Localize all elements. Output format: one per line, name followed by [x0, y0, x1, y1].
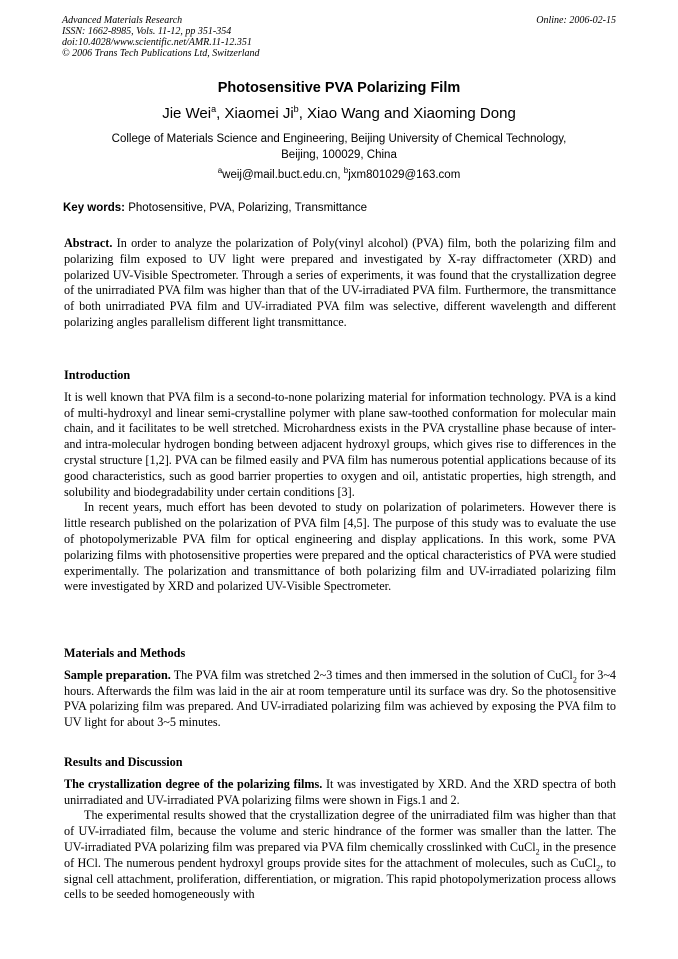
email-sup: b [343, 166, 349, 175]
online-date: Online: 2006-02-15 [536, 15, 616, 26]
subsection-label: Sample preparation. [64, 667, 171, 682]
paper-title: Photosensitive PVA Polarizing Film [217, 80, 461, 96]
author-sup: b [293, 104, 299, 114]
author-emails [0, 166, 678, 181]
author-sup: a [211, 104, 217, 114]
section-heading: Results and Discussion [64, 755, 183, 769]
email-link[interactable]: weij@mail.buct.edu.cn, [222, 168, 341, 181]
paragraph: In recent years, much effort has been devoted to study on polarization of polarimeters. However there is little research published on the polarization of PVA film [4,5]. The purpose of this study was to evaluate the use of photopolymerizable PVA film for optical engineering and display applications. In this work, some PVA polarizing films with photosensitive properties were prepared and the optical characteristics of PVA were studied experimentally. The polarization and transmittance of both polarizing film and UV-irradiated polarizing film were investigated by XRD and polarized UV-Visible Spectrometer. [64, 500, 616, 594]
journal-name: Advanced Materials Research [62, 15, 183, 26]
email-link[interactable]: jxm801029@163.com [348, 168, 461, 181]
author-name: Xiao Wang [307, 105, 380, 122]
text-run: The experimental results showed that the crystallization degree of the unirradiated film was higher than that of UV-irradiated film, because the volume and steric hindrance of the former was smaller than the latter. The UV-irradiated PVA polarizing film was prepared via PVA film chemically crosslinked with CuCl [64, 808, 616, 854]
paragraph [64, 777, 616, 809]
abstract-section [64, 236, 616, 331]
keywords [63, 202, 367, 214]
section-heading: Materials and Methods [64, 646, 186, 660]
text-run: The PVA film was stretched 2~3 times and then immersed in the solution of CuCl [173, 667, 573, 682]
text-run: in the presence of HCl. The numerous pendent hydroxyl groups provide sites for the attachment of molecules, such as CuCl [64, 839, 616, 870]
abstract-label: Abstract. [64, 236, 113, 250]
author-name: Jie Wei [162, 105, 212, 122]
author-name: Xiaoming Dong [413, 105, 516, 122]
keywords-label: Key words: [63, 202, 125, 214]
affiliation [60, 131, 618, 163]
abstract-text: In order to analyze the polarization of Poly(vinyl alcohol) (PVA) film, both the polarizing film and polarizing film exposed to UV light were prepared and investigated by X-ray diffractometer (XRD) and polarized UV-Visible Spectrometer. Through a series of experiments, it was found that the crystallization degree of the unirradiated PVA film was higher than that of the UV-irradiated PVA film. Furthermore, the transmittance of both unirradiated PVA film and UV-irradiated PVA film was selective, different wavelength and different polarizing angles parallelism different light transmittance. [64, 236, 616, 329]
keywords-text: Photosensitive, PVA, Polarizing, Transmittance [128, 202, 368, 214]
affiliation-line: College of Materials Science and Engineering, Beijing University of Chemical Technology, [111, 133, 567, 145]
author-name: Xiaomei Ji [224, 105, 294, 122]
journal-copyright: © 2006 Trans Tech Publications Ltd, Switzerland [62, 48, 260, 59]
text-run: , to signal cell attachment, proliferation, differentiation, or migration. This rapid photopolymerization process allows cells to be seeded homogeneously with [64, 855, 616, 902]
paragraph: It is well known that PVA film is a second-to-none polarizing material for information technology. PVA is a kind of multi-hydroxyl and linear semi-crystalline polymer with plane saw-toothed conformation for molecular main chain, and it facilitates to be well stretched. Microhardness exists in the PVA crystalline phase because of inter- and intra-molecular hydrogen bonding between adjacent hydroxyl groups, which gives rise to differences in the crystal structure [1,2]. PVA can be filmed easily and PVA film has numerous potential applications because of its good characteristics, such as good barrier properties to oxygen and oil, antistatic properties, high strength, and solubility and biodegradability under certain conditions [3]. [64, 389, 616, 499]
paragraph [64, 668, 616, 731]
results-section [64, 755, 616, 903]
subsection-label: The crystallization degree of the polarizing films. [64, 776, 323, 791]
journal-issn: ISSN: 1662-8985, Vols. 11-12, pp 351-354 [62, 26, 232, 37]
author-list: Jie Wei$^a$, Xiaomei Ji$^b$, Xiao Wang and Xiaoming Dong [162, 104, 516, 122]
paragraph [64, 808, 616, 903]
affiliation-line: Beijing, 100029, China [281, 149, 397, 161]
subscript: 2 [596, 863, 601, 873]
text-run: for 3~4 hours. Afterwards the film was laid in the air at room temperature until its surface was dry. So the photosensitive PVA polarizing film was prepared. And UV-irradiated polarizing film was achieved by exposing the PVA film to UV light for about 3~5 minutes. [64, 667, 617, 730]
subscript: 2 [535, 847, 540, 857]
methods-section [64, 646, 616, 731]
text-run: It was investigated by XRD. And the XRD spectra of both unirradiated and UV-irradiated PVA polarizing films were shown in Figs.1 and 2. [64, 776, 616, 807]
introduction-section [64, 368, 616, 595]
email-sup: a [217, 166, 223, 175]
journal-header [62, 15, 618, 59]
subscript: 2 [572, 675, 577, 685]
section-heading: Introduction [64, 368, 131, 382]
journal-doi: doi:10.4028/www.scientific.net/AMR.11-12.351 [62, 37, 252, 48]
